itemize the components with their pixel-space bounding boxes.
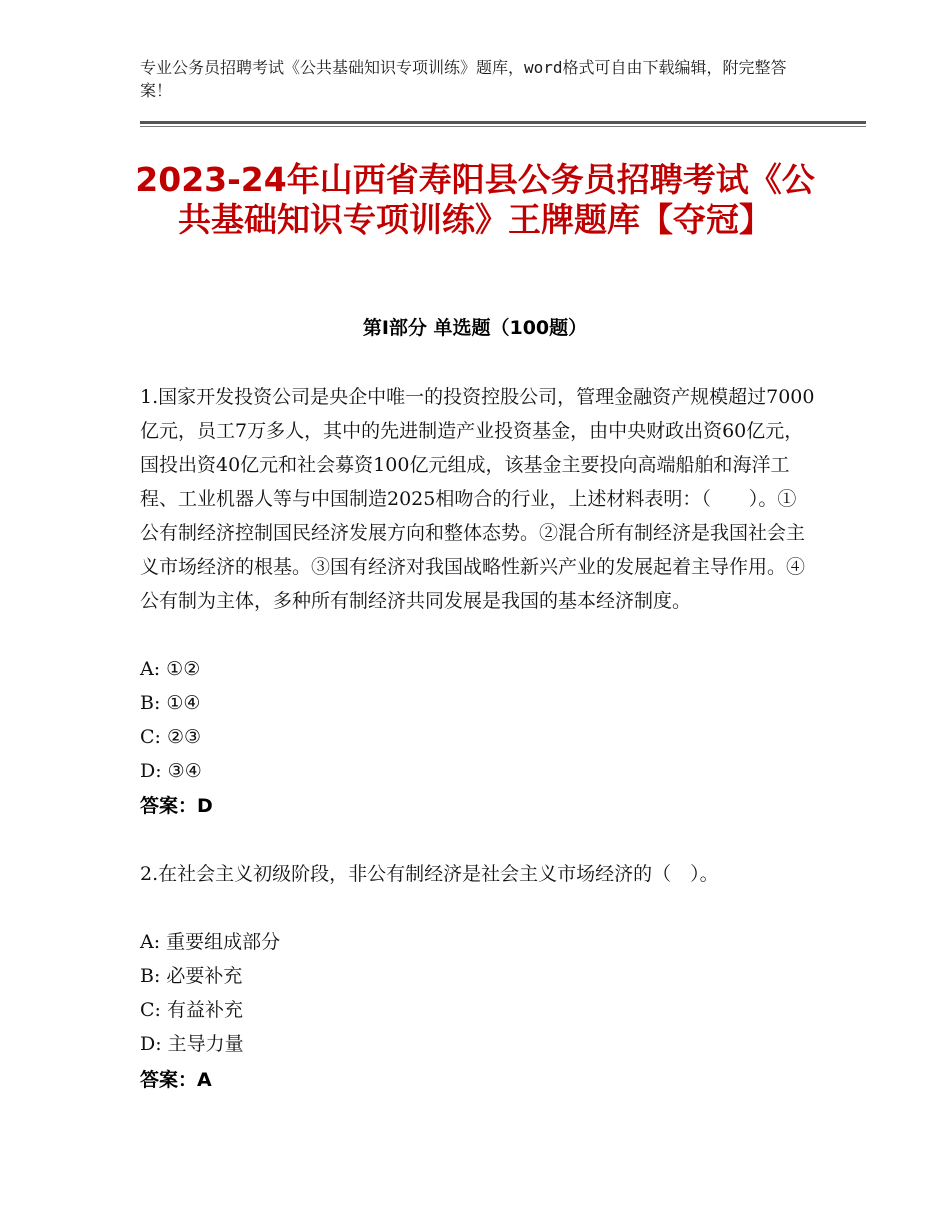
question-1-option-c: C: ②③ <box>140 726 202 748</box>
section-title: 第Ⅰ部分 单选题（100题） <box>362 317 588 339</box>
header-divider-thin <box>140 126 866 127</box>
question-1-option-d: D: ③④ <box>140 760 202 782</box>
question-1-answer: 答案：D <box>140 795 213 817</box>
question-2-answer: 答案：A <box>140 1069 212 1091</box>
question-2-option-d: D: 主导力量 <box>140 1033 244 1055</box>
question-1-option-b: B: ①④ <box>140 692 201 714</box>
document-title: 2023-24年山西省寿阳县公务员招聘考试《公共基础知识专项训练》王牌题库【夺冠】 <box>135 160 815 239</box>
header-note: 专业公务员招聘考试《公共基础知识专项训练》题库，word格式可自由下载编辑，附完整答案！ <box>140 58 787 100</box>
question-2-option-b: B: 必要补充 <box>140 965 243 987</box>
question-2-stem: 2.在社会主义初级阶段，非公有制经济是社会主义市场经济的（ ）。 <box>140 863 719 885</box>
question-1-option-a: A: ①② <box>140 658 201 680</box>
question-2-option-c: C: 有益补充 <box>140 999 243 1021</box>
question-2-option-a: A: 重要组成部分 <box>140 931 281 953</box>
header-divider-thick <box>140 121 866 124</box>
question-1-stem: 1.国家开发投资公司是央企中唯一的投资控股公司，管理金融资产规模超过7000亿元，员工7万多人，其中的先进制造产业投资基金，由中央财政出资60亿元，国投出资40亿元和社会募资100亿元组成，该基金主要投向高端船舶和海洋工程、工业机器人等与中国制造2025相吻合的行业，上述材料表明：（ ）。①公有制经济控制国民经济发展方向和整体态势。②混合所有制经济是我国社会主义市场经济的根基。③国有经济对我国战略性新兴产业的发展起着主导作用。④公有制为主体，多种所有制经济共同发展是我国的基本经济制度。 <box>140 386 815 612</box>
